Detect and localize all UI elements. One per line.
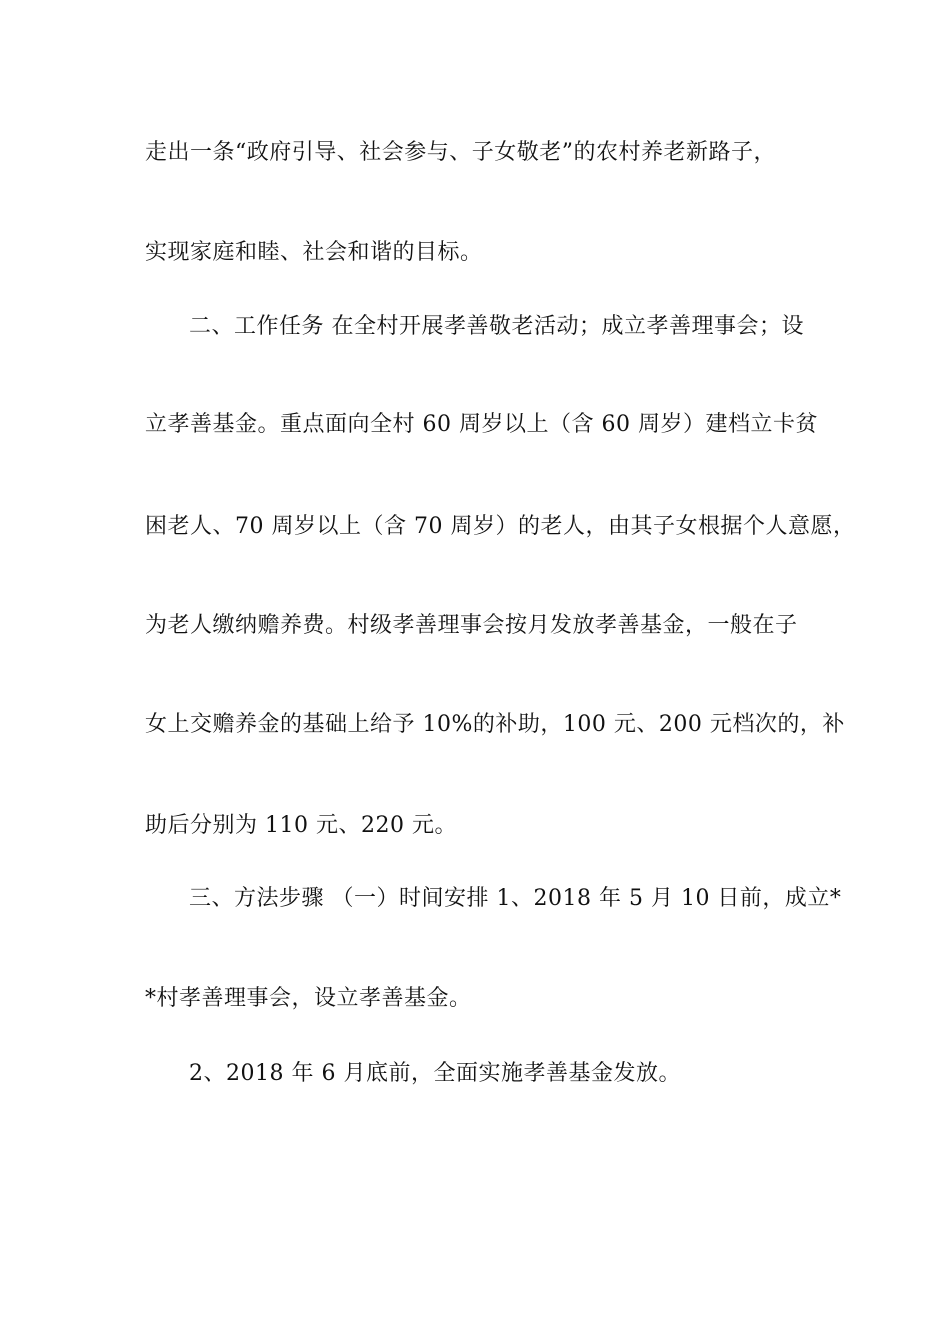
paragraph-line: 助后分别为 110 元、220 元。 [145, 813, 457, 838]
paragraph-line: 实现家庭和睦、社会和谐的目标。 [145, 240, 483, 265]
paragraph-line: 走出一条“政府引导、社会参与、子女敬老”的农村养老新路子， [145, 140, 776, 165]
list-item-line: 2、2018 年 6 月底前，全面实施孝善基金发放。 [189, 1061, 681, 1086]
paragraph-line: 女上交赡养金的基础上给予 10%的补助，100 元、200 元档次的，补 [145, 712, 845, 737]
section-heading-line: 三、方法步骤 （一）时间安排 1、2018 年 5 月 10 日前，成立* [189, 886, 842, 911]
section-heading-line: 二、工作任务 在全村开展孝善敬老活动；成立孝善理事会；设 [189, 314, 804, 339]
paragraph-line: 为老人缴纳赡养费。村级孝善理事会按月发放孝善基金，一般在子 [145, 613, 798, 638]
paragraph-line: *村孝善理事会，设立孝善基金。 [145, 986, 472, 1011]
paragraph-line: 立孝善基金。重点面向全村 60 周岁以上（含 60 周岁）建档立卡贫 [145, 412, 818, 437]
paragraph-line: 困老人、70 周岁以上（含 70 周岁）的老人，由其子女根据个人意愿， [145, 514, 856, 539]
